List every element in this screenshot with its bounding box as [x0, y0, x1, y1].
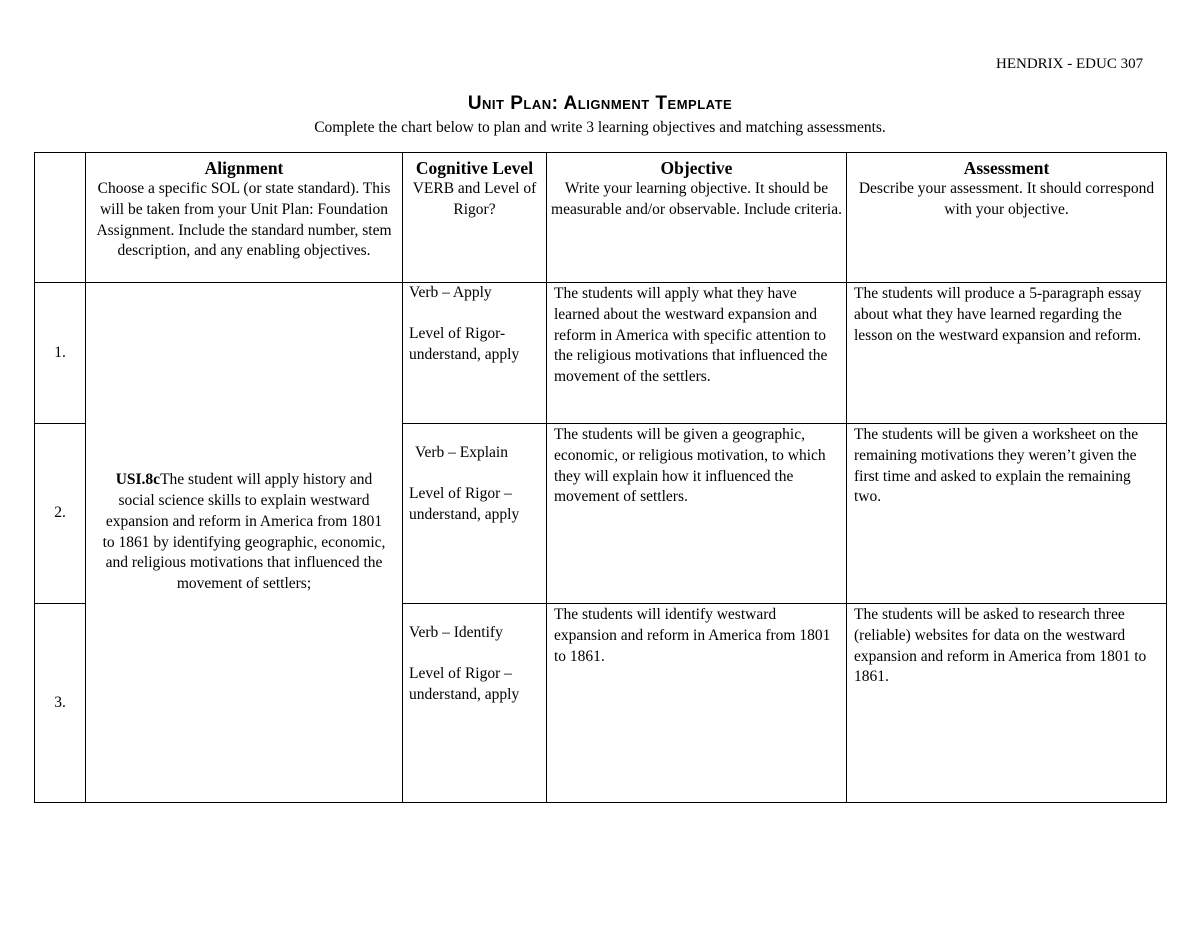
table-row: [35, 283, 1167, 424]
row-number: 3.: [35, 604, 86, 803]
row-number: 2.: [35, 424, 86, 604]
row-number: 1.: [35, 283, 86, 424]
document-subtitle: Complete the chart below to plan and write 3 learning objectives and matching assessments.: [314, 119, 886, 136]
header-assessment-cell: [847, 153, 1167, 283]
course-header: HENDRIX - EDUC 307: [996, 56, 1144, 72]
alignment-heading: Alignment: [204, 158, 284, 178]
objective-heading: Objective: [660, 158, 733, 178]
standard-code: USI.8c: [115, 471, 161, 489]
objective-instructions: Write your learning objective. It should be measurable and/or observable. Include criteria.: [551, 180, 842, 218]
objective-cell: The students will identify westward expansion and reform in America from 1801 to 1861.: [547, 604, 847, 803]
assessment-cell: The students will produce a 5-paragraph essay about what they have learned regarding the lesson on the westward expansion and reform.: [847, 283, 1167, 424]
verb-text: Verb – Apply: [409, 284, 492, 301]
cognitive-heading: Cognitive Level: [415, 158, 534, 178]
cognitive-level-cell: [403, 604, 547, 803]
header-objective-cell: [547, 153, 847, 283]
header-number-cell: [35, 153, 86, 283]
header-cognitive-cell: [403, 153, 547, 283]
alignment-instructions: Choose a specific SOL (or state standard). This will be taken from your Unit Plan: Foundation Assignment. Include the standard number, stem description, and any enabling objectives.: [96, 180, 392, 260]
cognitive-level-cell: [403, 283, 547, 424]
objective-cell: The students will be given a geographic, economic, or religious motivation, to which they will explain how it influenced the movement of settlers.: [547, 424, 847, 604]
cognitive-level-cell: [403, 424, 547, 604]
assessment-cell: The students will be asked to research three (reliable) websites for data on the westward expansion and reform in America from 1801 to 1861.: [847, 604, 1167, 803]
alignment-table: [34, 152, 1167, 803]
rigor-text: Level of Rigor – understand, apply: [409, 664, 520, 703]
document-title: Unit Plan: Alignment Template: [467, 93, 733, 114]
alignment-standard-cell: [86, 283, 403, 803]
table-header-row: [35, 153, 1167, 283]
verb-text: Verb – Identify: [409, 624, 503, 641]
assessment-heading: Assessment: [963, 158, 1050, 178]
assessment-instructions: Describe your assessment. It should correspond with your objective.: [858, 180, 1155, 218]
verb-text: Verb – Explain: [415, 444, 508, 461]
header-alignment-cell: [86, 153, 403, 283]
assessment-cell: The students will be given a worksheet on the remaining motivations they weren’t given the first time and asked to explain the remaining two.: [847, 424, 1167, 604]
rigor-text: Level of Rigor- understand, apply: [409, 324, 520, 363]
rigor-text: Level of Rigor – understand, apply: [409, 484, 520, 523]
objective-cell: The students will apply what they have learned about the westward expansion and reform in America with specific attention to the religious motivations that influenced the movement of the settlers.: [547, 283, 847, 424]
cognitive-instructions: VERB and Level of Rigor?: [412, 180, 537, 218]
standard-description: The student will apply history and social science skills to explain westward expansion and reform in America from 1801 to 1861 by identifying geographic, economic, and religious motivations that influenced the movement of settlers;: [102, 471, 386, 593]
